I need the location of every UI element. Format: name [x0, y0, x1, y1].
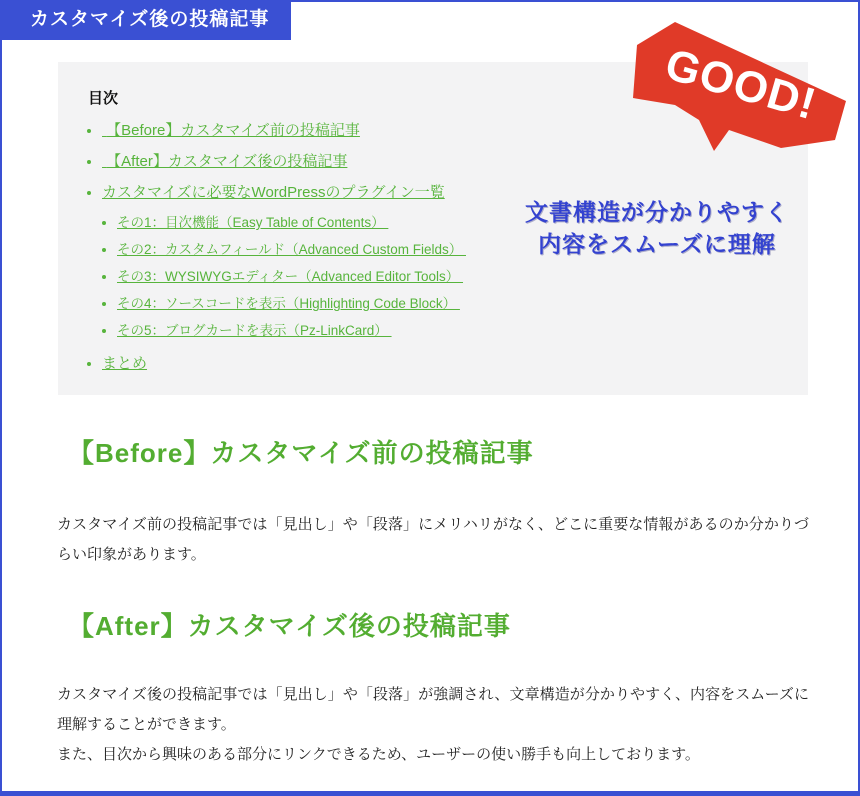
callout-line-2: 内容をスムーズに理解: [538, 231, 776, 258]
paragraph-before: [57, 510, 809, 570]
section-heading-before: 【Before】カスタマイズ前の投稿記事: [68, 438, 534, 468]
paragraph-after: [57, 680, 809, 770]
toc-subitem-3: [117, 267, 808, 286]
toc-subitem-5: [117, 321, 808, 340]
toc-subitem-4: [117, 294, 808, 313]
toc-title: 目次: [88, 90, 119, 107]
toc-sublink-1[interactable]: その1：目次機能（Easy Table of Contents）: [117, 215, 389, 230]
toc-link-before[interactable]: 【Before】カスタマイズ前の投稿記事: [102, 122, 360, 139]
toc-sublink-5[interactable]: その5：ブログカードを表示（Pz-LinkCard）: [117, 323, 392, 338]
callout-text: [457, 196, 857, 260]
toc-sublink-3[interactable]: その3：WYSIWYGエディター（Advanced Editor Tools）: [117, 269, 464, 284]
good-badge: [625, 20, 855, 162]
toc-link-summary[interactable]: まとめ: [102, 355, 148, 372]
paragraph-after-text-2: また、目次から興味のある部分にリンクできるため、ユーザーの使い勝手も向上しております。: [57, 746, 700, 763]
paragraph-before-text: カスタマイズ前の投稿記事では「見出し」や「段落」にメリハリがなく、どこに重要な情報があるのか分かりづらい印象があります。: [57, 516, 809, 563]
toc-link-after[interactable]: 【After】カスタマイズ後の投稿記事: [102, 153, 348, 170]
toc-link-plugins[interactable]: カスタマイズに必要なWordPressのプラグイン一覧: [102, 184, 445, 201]
toc-sublink-2[interactable]: その2：カスタムフィールド（Advanced Custom Fields）: [117, 242, 466, 257]
toc-item-summary: [102, 353, 808, 374]
toc-sublink-4[interactable]: その4：ソースコードを表示（Highlighting Code Block）: [117, 296, 460, 311]
page-title: カスタマイズ後の投稿記事: [0, 0, 291, 40]
paragraph-after-text-1: カスタマイズ後の投稿記事では「見出し」や「段落」が強調され、文章構造が分かりやすく、内容をスムーズに理解することができます。: [57, 686, 809, 733]
speech-bubble-icon: [625, 20, 855, 162]
callout-line-1: 文書構造が分かりやすく: [525, 199, 789, 225]
section-heading-after: 【After】カスタマイズ後の投稿記事: [68, 611, 511, 641]
good-badge-label: GOOD!: [660, 39, 822, 130]
